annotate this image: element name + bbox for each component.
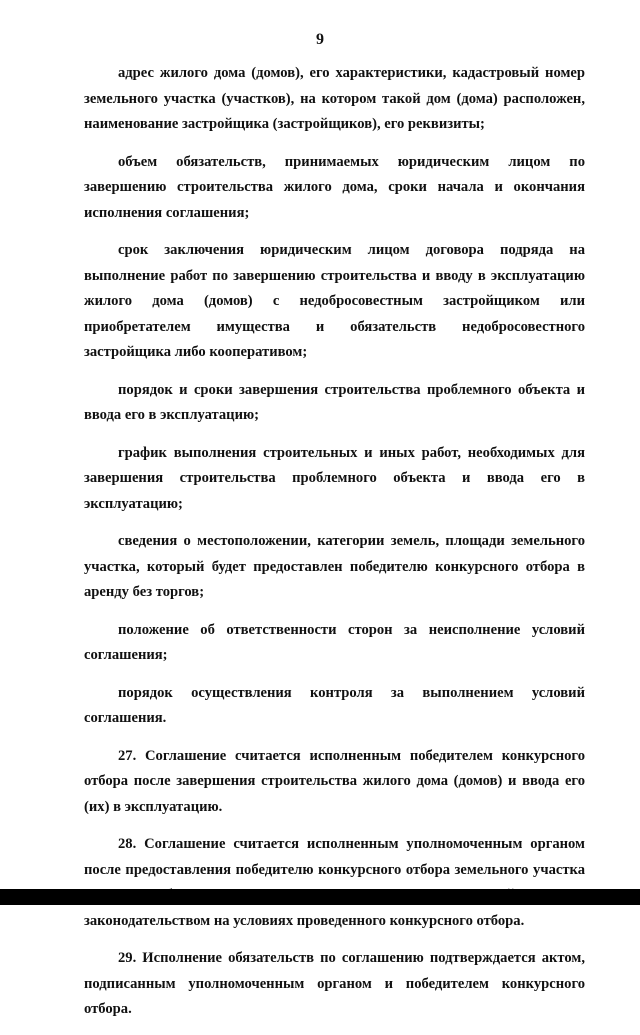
- paragraph-completion-procedure: порядок и сроки завершения строительства проблемного объекта и ввода его в эксплуатацию;: [84, 381, 585, 423]
- page-number: 9: [316, 31, 324, 48]
- paragraph-clause-28: 28. Соглашение считается исполненным уполномоченным органом после предоставления победителю конкурсного отбора земельного участка законодательством на условиях проведенного конкурсного отбора.: [84, 836, 585, 929]
- paragraph-clause-27: 27. Соглашение считается исполненным победителем конкурсного отбора после завершения строительства жилого дома (домов) и ввода его (их) в эксплуатацию.: [84, 747, 585, 815]
- paragraph-clause-29: 29. Исполнение обязательств по соглашению подтверждается актом, подписанным уполномоченным органом и победителем конкурсного отбора.: [84, 950, 585, 1017]
- paragraph-object-address: адрес жилого дома (домов), его характеристики, кадастровый номер земельного участка (участков), на котором такой дом (дома) расположен, наименование застройщика (застройщиков), его реквизиты;: [84, 65, 585, 132]
- paragraph-contract-term: срок заключения юридическим лицом договора подряда на выполнение работ по завершению строительства и вводу в эксплуатацию жилого дома (домов) с недобросовестным застройщиком или приобретателем имущества и обязательств недобросовестного застройщика либо кооперативом;: [84, 242, 585, 360]
- paragraph-liability: положение об ответственности сторон за неисполнение условий соглашения;: [84, 621, 585, 663]
- paragraph-works-schedule: график выполнения строительных и иных работ, необходимых для завершения строительства проблемного объекта и ввода его в эксплуатацию;: [84, 444, 585, 512]
- paragraph-obligations-volume: объем обязательств, принимаемых юридическим лицом по завершению строительства жилого дома, сроки начала и окончания исполнения соглашения;: [84, 153, 585, 221]
- paragraph-control-procedure: порядок осуществления контроля за выполнением условий соглашения.: [84, 684, 585, 726]
- paragraph-land-plot-info: сведения о местоположении, категории земель, площади земельного участка, который будет предоставлен победителю конкурсного отбора в аренду без торгов;: [84, 533, 585, 600]
- scan-bottom-border: [0, 889, 640, 905]
